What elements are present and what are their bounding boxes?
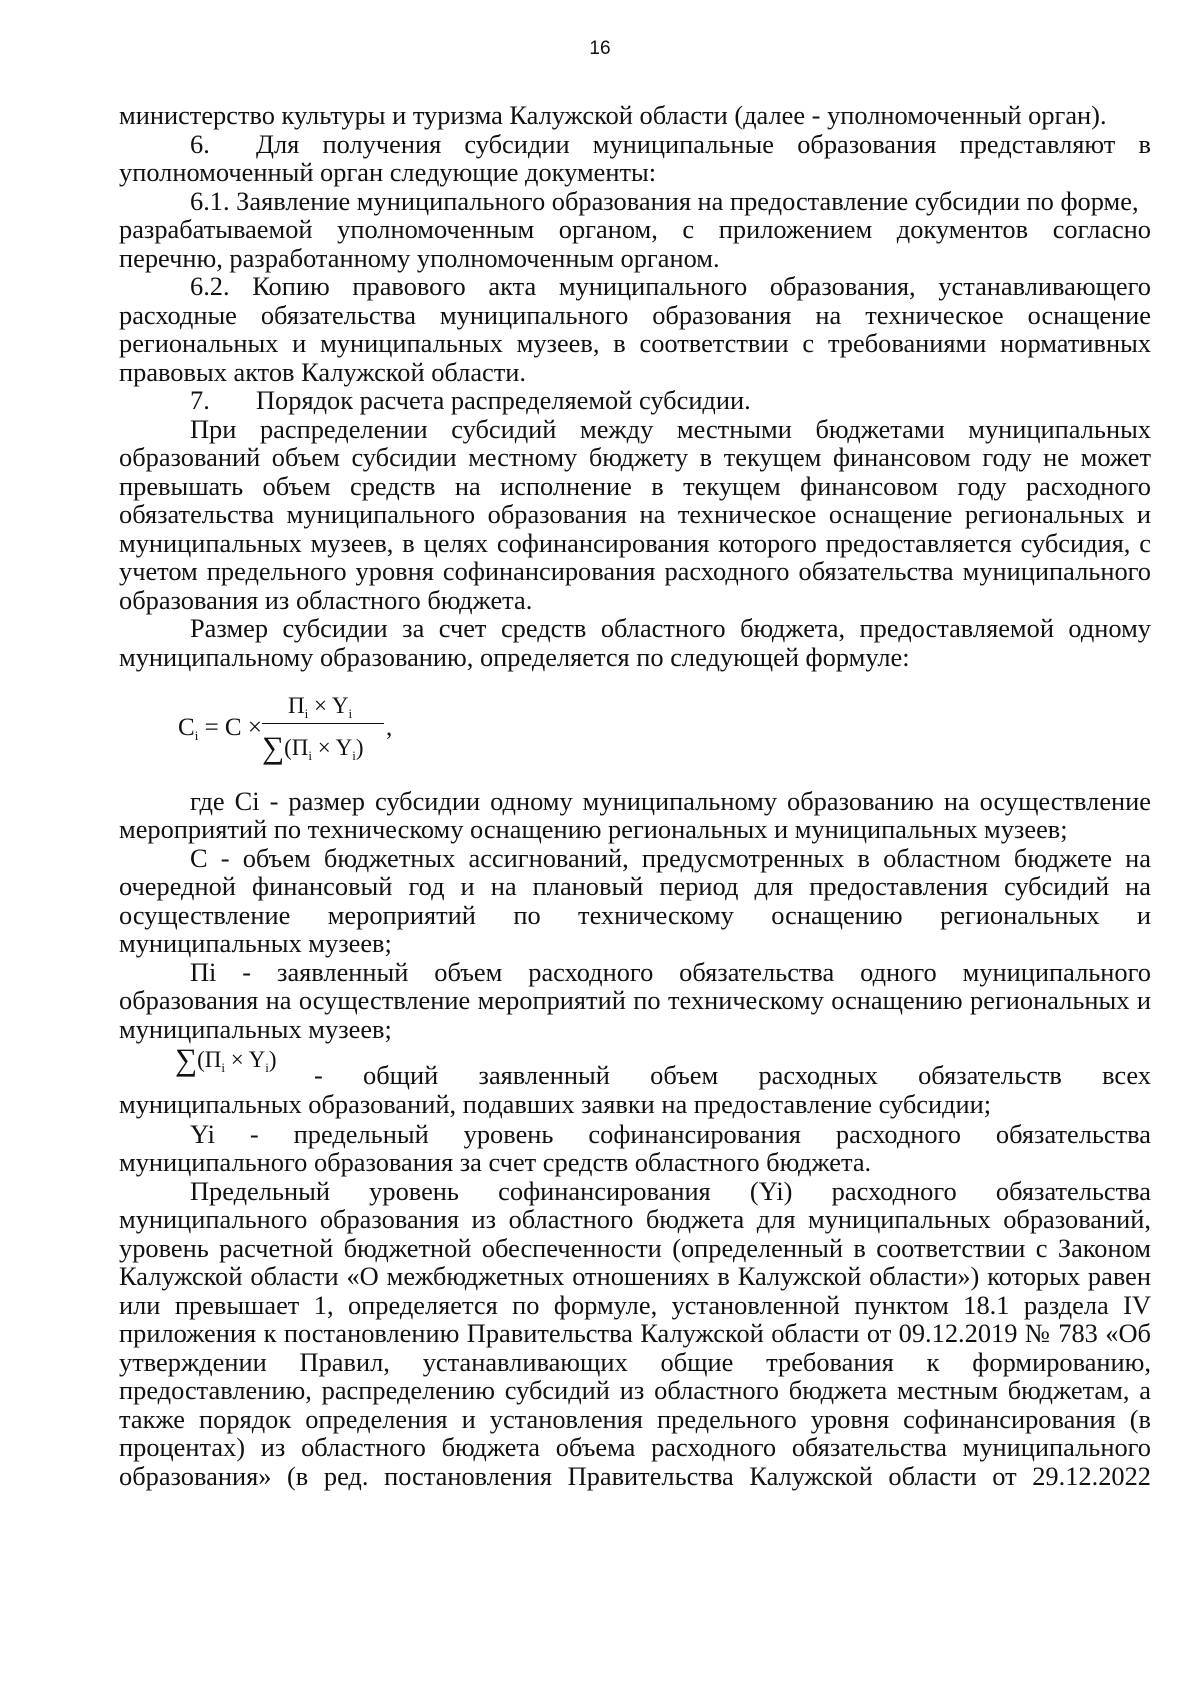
text-line: муниципальному образованию, определяется по следующей формуле: <box>119 642 910 672</box>
formula-comma: , <box>386 714 393 741</box>
sum-expression: $\sum(П_i \times Y_i)$ <box>175 1042 277 1077</box>
text-line: - общий заявленный объем расходных обязательств всех <box>314 1060 1151 1090</box>
text-line: превышать объем средств на исполнение в текущем финансовом году расходного <box>119 471 1151 501</box>
text-line: При распределении субсидий между местными бюджетами муниципальных <box>190 414 1151 444</box>
text-line: или превышает 1, определяется по формуле, установленной пунктом 18.1 раздела IV <box>119 1290 1151 1320</box>
text-line: уполномоченный орган следующие документы: <box>119 157 657 187</box>
text-line: С - объем бюджетных ассигнований, предусмотренных в областном бюджете на <box>190 843 1151 873</box>
text-line: Предельный уровень софинансирования (Yi) расходного обязательства <box>190 1176 1151 1206</box>
text-line: образований объем субсидии местному бюджету в текущем финансовом году не может <box>119 442 1151 472</box>
text-line <box>190 130 1151 159</box>
text-line: приложения к постановлению Правительства Калужской области от 09.12.2019 № 783 «Об <box>119 1318 1151 1348</box>
text-line: министерство культуры и туризма Калужской области (далее - уполномоченный орган). <box>119 100 1107 130</box>
item-number: 7. <box>190 385 210 415</box>
text-line: Yi - предельный уровень софинансирования расходного обязательства <box>190 1119 1151 1149</box>
text-line: утверждении Правил, устанавливающих общие требования к формированию, <box>119 1347 1151 1377</box>
text-line-content: Для получения субсидии муниципальные образования представляют в <box>256 129 1151 159</box>
sigma-icon: ∑ <box>175 1042 198 1077</box>
text-line: муниципальных образований, подавших заявки на предоставление субсидии; <box>119 1089 992 1119</box>
text-line: процентах) из областного бюджета объема расходного обязательства муниципального <box>119 1432 1151 1462</box>
text-line: перечню, разработанному уполномоченным органом. <box>119 243 720 273</box>
text-line: региональных и муниципальных музеев, в соответствии с требованиями нормативных <box>119 328 1151 358</box>
text-line: где Ci - размер субсидии одному муниципальному образованию на осуществление <box>190 786 1151 816</box>
text-line: образования» (в ред. постановления Правительства Калужской области от 29.12.2022 <box>119 1461 1151 1491</box>
text-line <box>190 386 1151 415</box>
text-line-content: Порядок расчета распределяемой субсидии. <box>256 385 751 415</box>
text-line: муниципальных музеев, в целях софинансирования которого предоставляется субсидия, с <box>119 528 1151 558</box>
text-line: уровень расчетной бюджетной обеспеченности (определенный в соответствии с Законом <box>119 1233 1151 1263</box>
text-line: Размер субсидии за счет средств областного бюджета, предоставляемой одному <box>190 613 1151 643</box>
text-line: Пi - заявленный объем расходного обязательства одного муниципального <box>190 957 1151 987</box>
subsidy-formula <box>178 688 438 768</box>
text-line: очередной финансовый год и на плановый период для предоставления субсидий на <box>119 871 1151 901</box>
text-line: мероприятий по техническому оснащению региональных и муниципальных музеев; <box>119 814 1068 844</box>
text-line: муниципального образования из областного бюджета для муниципальных образований, <box>119 1204 1151 1234</box>
text-line: муниципального образования за счет средств областного бюджета. <box>119 1147 872 1177</box>
formula-denominator: $\sum(П_i \times Y_i)$ <box>262 730 364 765</box>
text-line: предоставлению, распределению субсидий из областного бюджета местным бюджетам, а <box>119 1375 1151 1405</box>
sigma-icon: ∑ <box>262 730 285 765</box>
text-line: также порядок определения и установления предельного уровня софинансирования (в <box>119 1404 1151 1434</box>
text-line: обязательства муниципального образования на техническое оснащение региональных и <box>119 499 1151 529</box>
formula-lhs: $C_i = C$ × <box>178 714 262 743</box>
text-line: муниципальных музеев; <box>119 928 392 958</box>
text-line: 6.1. Заявление муниципального образования на предоставление субсидии по форме, <box>190 186 1139 216</box>
text-line: учетом предельного уровня софинансирования расходного обязательства муниципального <box>119 556 1151 586</box>
text-line: правовых актов Калужской области. <box>119 357 527 387</box>
text-line: 6.2. Копию правового акта муниципального образования, устанавливающего <box>190 271 1151 301</box>
item-number: 6. <box>190 129 210 159</box>
fraction-bar <box>262 723 384 724</box>
text-line: осуществление мероприятий по техническому оснащению региональных и <box>119 900 1151 930</box>
page-number: 16 <box>589 38 611 59</box>
text-line: образования из областного бюджета. <box>119 585 533 615</box>
text-line: Калужской области «О межбюджетных отношениях в Калужской области») которых равен <box>119 1261 1151 1291</box>
text-line: расходные обязательства муниципального образования на техническое оснащение <box>119 300 1151 330</box>
text-line: муниципальных музеев; <box>119 1014 392 1044</box>
text-line: образования на осуществление мероприятий по техническому оснащению региональных и <box>119 985 1151 1015</box>
formula-numerator: $П_i \times Y_i$ <box>288 693 353 721</box>
text-line: разрабатываемой уполномоченным органом, с приложением документов согласно <box>119 214 1151 244</box>
